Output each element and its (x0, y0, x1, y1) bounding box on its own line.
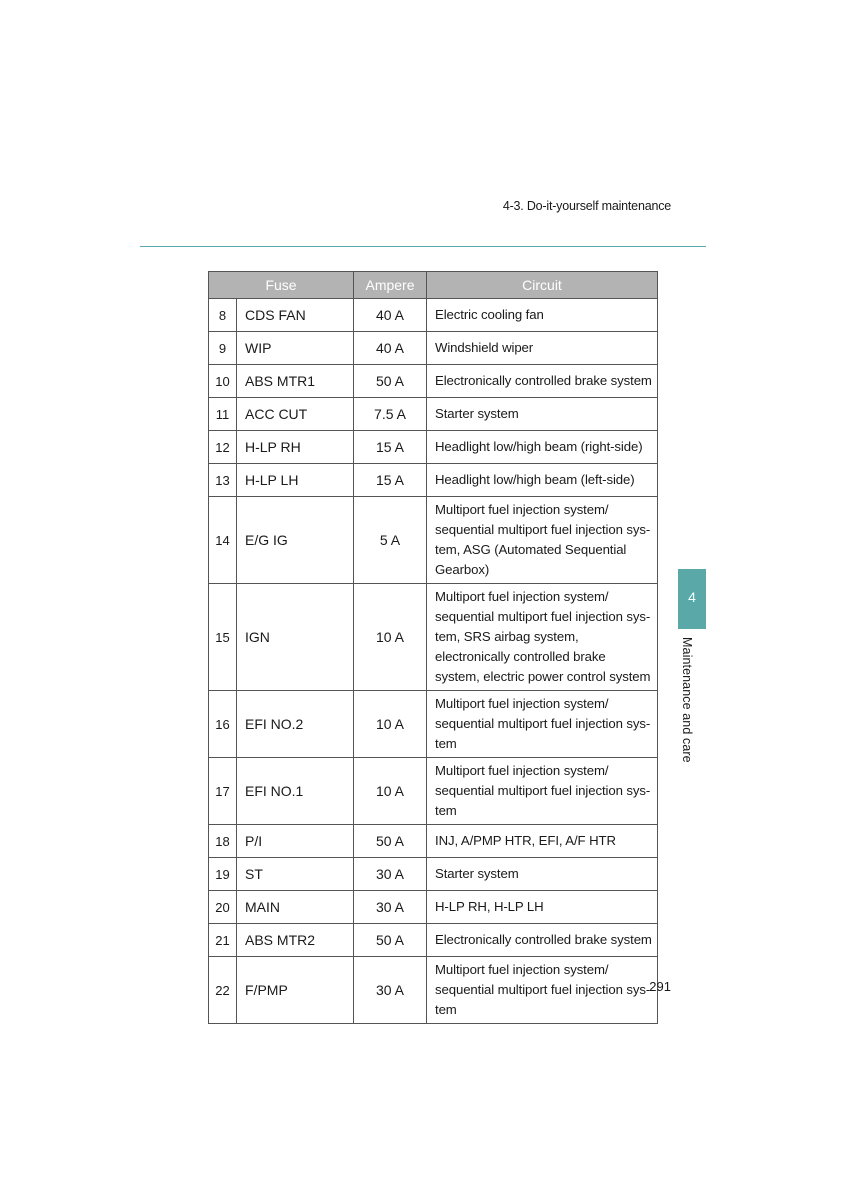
table-row (209, 497, 658, 584)
table-row (209, 398, 658, 431)
table-row (209, 299, 658, 332)
fuse-ampere: 40 A (354, 299, 427, 332)
fuse-name: H-LP RH (237, 431, 354, 464)
fuse-circuit: Windshield wiper (427, 332, 658, 365)
fuse-ampere: 7.5 A (354, 398, 427, 431)
table-row (209, 891, 658, 924)
fuse-name: H-LP LH (237, 464, 354, 497)
fuse-circuit: Headlight low/high beam (left-side) (427, 464, 658, 497)
fuse-name: F/PMP (237, 957, 354, 1024)
fuse-name: EFI NO.2 (237, 691, 354, 758)
fuse-circuit: Multiport fuel injection system/ sequential multiport fuel injection sys-tem, ASG (Automated Sequential Gearbox) (427, 497, 658, 584)
fuse-ampere: 15 A (354, 464, 427, 497)
fuse-number: 11 (209, 398, 237, 431)
fuse-name: CDS FAN (237, 299, 354, 332)
fuse-name: P/I (237, 825, 354, 858)
table-row (209, 365, 658, 398)
fuse-number: 8 (209, 299, 237, 332)
table-row (209, 464, 658, 497)
fuse-number: 22 (209, 957, 237, 1024)
table-row (209, 825, 658, 858)
fuse-circuit: Starter system (427, 858, 658, 891)
fuse-ampere: 15 A (354, 431, 427, 464)
table-row (209, 858, 658, 891)
fuse-ampere: 10 A (354, 758, 427, 825)
fuse-circuit: Electronically controlled brake system (427, 924, 658, 957)
fuse-circuit: Multiport fuel injection system/ sequential multiport fuel injection sys-tem (427, 957, 658, 1024)
fuse-name: EFI NO.1 (237, 758, 354, 825)
column-header-ampere: Ampere (354, 272, 427, 299)
fuse-number: 17 (209, 758, 237, 825)
fuse-number: 14 (209, 497, 237, 584)
table-row (209, 332, 658, 365)
fuse-ampere: 10 A (354, 584, 427, 691)
fuse-name: ST (237, 858, 354, 891)
table-row (209, 758, 658, 825)
fuse-circuit: Electric cooling fan (427, 299, 658, 332)
fuse-name: ABS MTR2 (237, 924, 354, 957)
fuse-circuit: Multiport fuel injection system/ sequential multiport fuel injection sys-tem, SRS airbag system, electronically controlled brake system, electric power control system (427, 584, 658, 691)
table-header-row (209, 272, 658, 299)
fuse-name: ABS MTR1 (237, 365, 354, 398)
fuse-number: 10 (209, 365, 237, 398)
fuse-number: 18 (209, 825, 237, 858)
header-rule (140, 246, 706, 247)
fuse-number: 15 (209, 584, 237, 691)
fuse-ampere: 30 A (354, 858, 427, 891)
fuse-name: IGN (237, 584, 354, 691)
table-row (209, 584, 658, 691)
table-row (209, 431, 658, 464)
fuse-ampere: 10 A (354, 691, 427, 758)
fuse-circuit: Electronically controlled brake system (427, 365, 658, 398)
fuse-number: 19 (209, 858, 237, 891)
fuse-ampere: 30 A (354, 957, 427, 1024)
fuse-number: 21 (209, 924, 237, 957)
fuse-ampere: 50 A (354, 365, 427, 398)
fuse-circuit: Headlight low/high beam (right-side) (427, 431, 658, 464)
section-header: 4-3. Do-it-yourself maintenance (502, 199, 671, 213)
table-row (209, 691, 658, 758)
page-number: 291 (649, 979, 671, 994)
table-row (209, 924, 658, 957)
fuse-ampere: 5 A (354, 497, 427, 584)
fuse-ampere: 40 A (354, 332, 427, 365)
fuse-number: 16 (209, 691, 237, 758)
column-header-circuit: Circuit (427, 272, 658, 299)
chapter-tab: 4 (678, 569, 706, 629)
fuse-name: ACC CUT (237, 398, 354, 431)
fuse-ampere: 30 A (354, 891, 427, 924)
table-row (209, 957, 658, 1024)
fuse-circuit: Starter system (427, 398, 658, 431)
fuse-name: WIP (237, 332, 354, 365)
fuse-number: 12 (209, 431, 237, 464)
column-header-fuse: Fuse (209, 272, 354, 299)
fuse-circuit: INJ, A/PMP HTR, EFI, A/F HTR (427, 825, 658, 858)
fuse-number: 9 (209, 332, 237, 365)
fuse-table (208, 271, 658, 1024)
fuse-number: 20 (209, 891, 237, 924)
fuse-circuit: Multiport fuel injection system/ sequential multiport fuel injection sys-tem (427, 758, 658, 825)
fuse-name: MAIN (237, 891, 354, 924)
fuse-circuit: Multiport fuel injection system/ sequential multiport fuel injection sys-tem (427, 691, 658, 758)
fuse-name: E/G IG (237, 497, 354, 584)
fuse-circuit: H-LP RH, H-LP LH (427, 891, 658, 924)
fuse-number: 13 (209, 464, 237, 497)
fuse-ampere: 50 A (354, 924, 427, 957)
fuse-ampere: 50 A (354, 825, 427, 858)
chapter-label: Maintenance and care (680, 637, 694, 763)
